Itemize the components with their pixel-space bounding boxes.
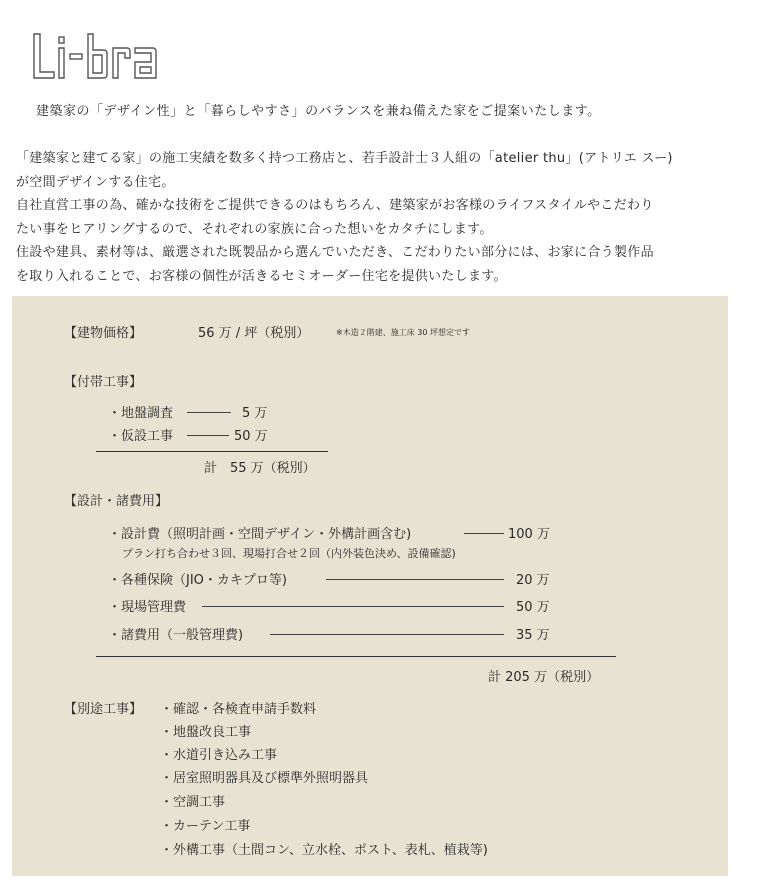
design-item-value: 100 万 [508, 527, 550, 542]
design-item-name: ・諸費用（一般管理費) [108, 628, 244, 643]
incidental-item-name: ・仮設工事 [108, 429, 174, 444]
design-subnote: プラン打ち合わせ３回、現場打合せ２回（内外装色決め、設備確認) [122, 547, 456, 560]
incidental-total: 計 55 万（税別） [204, 461, 316, 476]
intro-line: たい事をヒアリングするので、それぞれの家族に合った想いをカタチにします。 [16, 221, 493, 237]
separate-item: ・空調工事 [160, 795, 226, 810]
incidental-item-value: 50 万 [234, 429, 268, 444]
subtotal-divider [96, 656, 616, 657]
design-item-name: ・設計費（照明計画・空間デザイン・外構計画含む) [108, 527, 412, 542]
separate-item: ・水道引き込み工事 [160, 748, 278, 763]
separate-heading: 【別途工事】 [64, 702, 143, 717]
price-value: 56 万 / 坪（税別） [198, 326, 310, 341]
leader-line [326, 579, 504, 580]
leader-line [187, 412, 231, 413]
design-item-value: 20 万 [516, 573, 550, 588]
separate-item: ・地盤改良工事 [160, 725, 252, 740]
intro-line: が空間デザインする住宅。 [16, 174, 175, 190]
incidental-item-name: ・地盤調査 [108, 406, 174, 421]
libra-logo [32, 32, 160, 80]
intro-text [16, 147, 758, 288]
leader-line [187, 435, 229, 436]
incidental-item-value: 5 万 [242, 406, 268, 421]
intro-line: 自社直営工事の為、確かな技術をご提供できるのはもちろん、建築家がお客様のライフスタイルやこだわり [16, 198, 654, 213]
leader-line [270, 634, 504, 635]
design-heading: 【設計・諸費用】 [64, 494, 169, 509]
price-note: ※木造２階建、施工床 30 坪想定です [336, 328, 470, 337]
separate-item: ・居室照明器具及び標準外照明器具 [160, 771, 369, 786]
intro-line: 「建築家と建てる家」の施工実績を数多く持つ工務店と、若手設計士３人組の「atelier thu」(アトリエ スー) [16, 151, 673, 166]
intro-line: 住設や建具、素材等は、厳選された既製品から選んでいただき、こだわりたい部分には、お家に合う製作品 [16, 245, 654, 260]
subtotal-divider [96, 451, 328, 452]
design-total: 計 205 万（税別） [488, 670, 600, 685]
leader-line [202, 606, 504, 607]
leader-line [464, 533, 504, 534]
incidental-heading: 【付帯工事】 [64, 375, 143, 390]
design-item-name: ・各種保険（JIO・カキプロ等) [108, 573, 287, 588]
intro-line: を取り入れることで、お客様の個性が活きるセミオーダー住宅を提供いたします。 [16, 268, 507, 284]
separate-item: ・外構工事（土間コン、立水栓、ポスト、表札、植栽等) [160, 843, 488, 858]
separate-item: ・確認・各検査申請手数料 [160, 702, 317, 717]
design-item-name: ・現場管理費 [108, 600, 187, 615]
price-label: 【建物価格】 [64, 326, 143, 341]
design-item-value: 50 万 [516, 600, 550, 615]
pricing-panel [12, 296, 728, 876]
design-item-value: 35 万 [516, 628, 550, 643]
tagline: 建築家の「デザイン性」と「暮らしやすさ」のバランスを兼ね備えた家をご提案いたします。 [36, 104, 601, 119]
separate-item: ・カーテン工事 [160, 819, 251, 834]
